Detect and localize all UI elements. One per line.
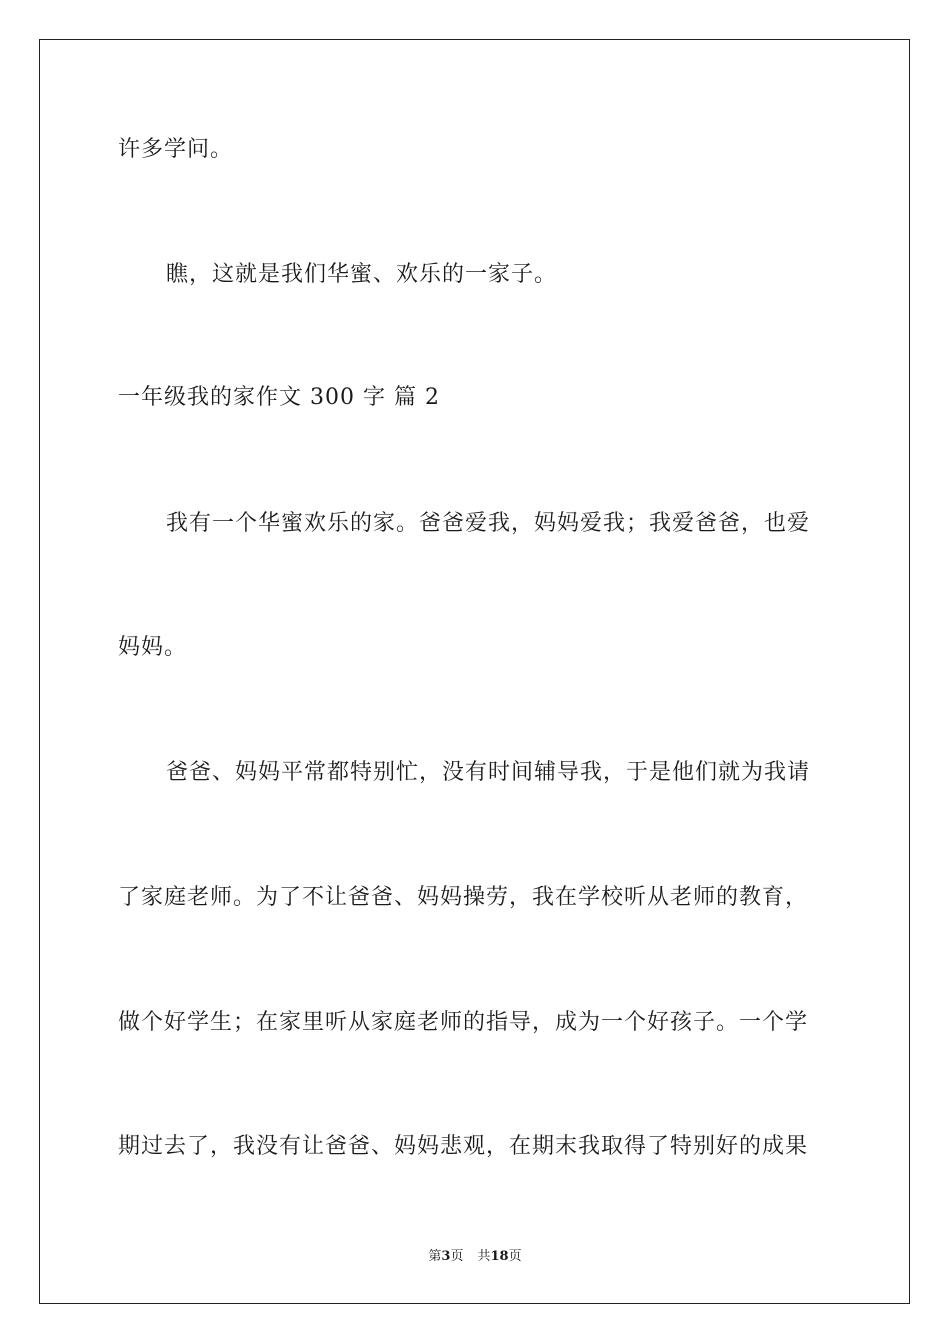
- text-line: 许多学问。: [118, 137, 234, 162]
- footer-page-prefix: 第: [428, 1249, 442, 1264]
- footer-total-prefix: 共: [477, 1249, 491, 1264]
- text-line: 做个好学生；在家里听从家庭老师的指导，成为一个好孩子。一个学: [118, 1010, 809, 1035]
- page-border: [39, 39, 910, 1304]
- text-line: 我有一个华蜜欢乐的家。爸爸爱我，妈妈爱我；我爱爸爸，也爱: [166, 511, 811, 536]
- text-line: 妈妈。: [118, 635, 188, 660]
- section-heading: 一年级我的家作文 300 字 篇 2: [118, 385, 440, 410]
- text-line: 期过去了，我没有让爸爸、妈妈悲观，在期末我取得了特别好的成果: [118, 1134, 809, 1159]
- footer-page-suffix: 页: [450, 1249, 464, 1264]
- text-line: 爸爸、妈妈平常都特别忙，没有时间辅导我，于是他们就为我请: [166, 760, 811, 785]
- footer-total-suffix: 页: [508, 1249, 522, 1264]
- text-line: 瞧，这就是我们华蜜、欢乐的一家子。: [166, 262, 558, 287]
- footer-page-number: 3: [441, 1249, 451, 1264]
- text-line: 了家庭老师。为了不让爸爸、妈妈操劳，我在学校听从老师的教育，: [118, 885, 809, 910]
- page-footer: [0, 1248, 950, 1266]
- footer-total-pages: 18: [490, 1249, 509, 1264]
